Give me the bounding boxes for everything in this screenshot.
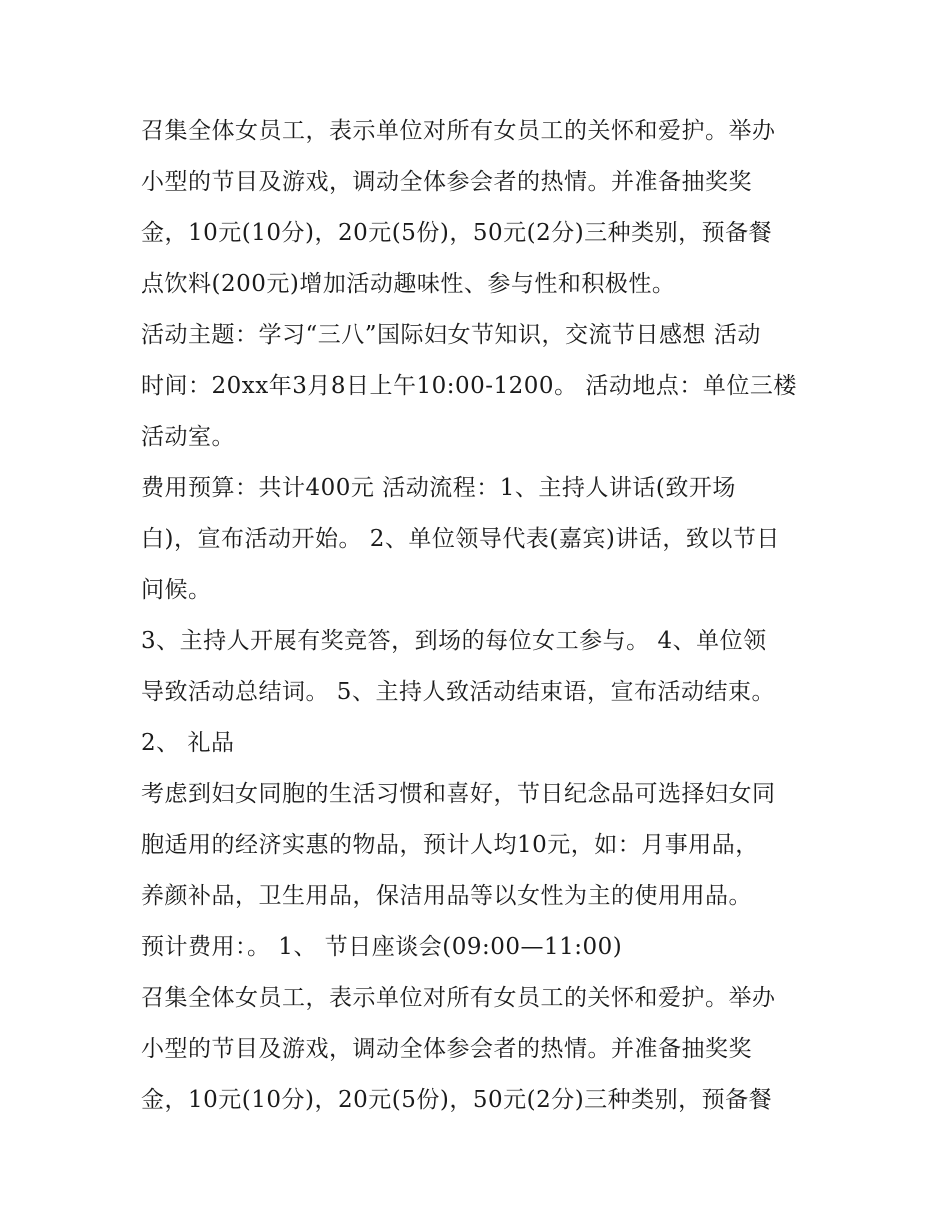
text-line: 小型的节目及游戏，调动全体参会者的热情。并准备抽奖奖 [141,169,752,195]
text-line: 费用预算：共计400元 活动流程：1、主持人讲话(致开场 [141,475,736,501]
text-line: 活动主题：学习“三八”国际妇女节知识，交流节日感想 活动 [141,322,761,348]
text-line: 白)，宣布活动开始。 2、单位领导代表(嘉宾)讲话，致以节日 [141,526,780,552]
text-line: 考虑到妇女同胞的生活习惯和喜好，节日纪念品可选择妇女同 [141,781,776,807]
text-line: 召集全体女员工，表示单位对所有女员工的关怀和爱护。举办 [141,985,776,1011]
text-line: 召集全体女员工，表示单位对所有女员工的关怀和爱护。举办 [141,118,776,144]
text-line: 点饮料(200元)增加活动趣味性、参与性和积极性。 [141,271,676,297]
text-line: 问候。 [141,577,212,603]
text-line: 导致活动总结词。 5、主持人致活动结束语，宣布活动结束。 [141,679,775,705]
section-heading: 2、 礼品 [141,730,235,756]
text-line: 小型的节目及游戏，调动全体参会者的热情。并准备抽奖奖 [141,1036,752,1062]
text-line: 活动室。 [141,424,235,450]
text-line: 胞适用的经济实惠的物品，预计人均10元，如：月事用品， [141,832,759,858]
text-line: 金，10元(10分)，20元(5份)，50元(2分)三种类别，预备餐 [141,1087,773,1113]
text-line: 时间：20xx年3月8日上午10:00-1200。 活动地点：单位三楼 [141,373,797,399]
text-line: 3、主持人开展有奖竞答，到场的每位女工参与。 4、单位领 [141,628,767,654]
text-line: 预计费用：。 1、 节日座谈会(09:00—11:00) [141,934,623,960]
text-line: 养颜补品，卫生用品，保洁用品等以女性为主的使用用品。 [141,883,752,909]
document-body [141,106,831,1126]
text-line: 金，10元(10分)，20元(5份)，50元(2分)三种类别，预备餐 [141,220,773,246]
